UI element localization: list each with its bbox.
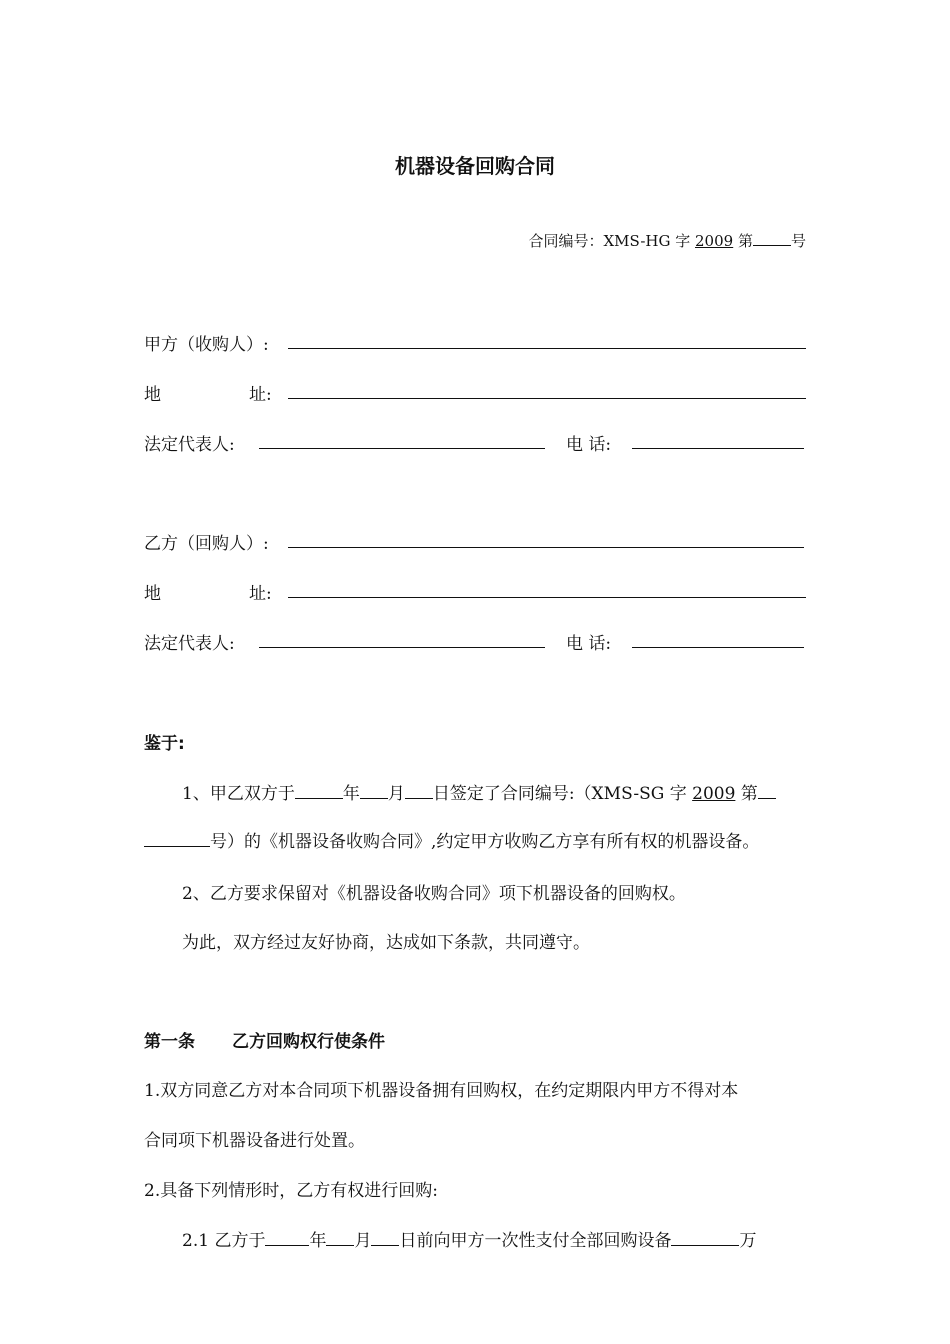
article-1-p2: 2.具备下列情形时，乙方有权进行回购: [144,1181,438,1201]
whereas-heading: 鉴于: [144,734,185,754]
article-1-p21-e: 万 [739,1231,757,1251]
party-a-phone-field[interactable] [632,448,804,449]
whereas-item-1-line-2-text: 号）的《机器设备收购合同》,约定甲方收购乙方享有所有权的机器设备。 [210,832,760,852]
article-1-p21-a: 2.1 乙方于 [182,1231,266,1251]
contract-number [528,230,806,251]
buyback-month-blank[interactable] [326,1231,354,1246]
party-b-name-label: 乙方（回购人）: [144,534,269,554]
buyback-amount-blank[interactable] [671,1231,739,1246]
party-a-rep-label: 法定代表人: [144,435,235,455]
whereas-item-2: 2、乙方要求保留对《机器设备收购合同》项下机器设备的回购权。 [182,884,686,904]
purchase-contract-no-blank-cont[interactable] [144,832,210,847]
article-1-p1-line-1: 1.双方同意乙方对本合同项下机器设备拥有回购权，在约定期限内甲方不得对本 [144,1081,739,1101]
whereas-item-1-a: 1、甲乙双方于 [182,784,295,804]
signing-year-blank[interactable] [295,784,343,799]
buyback-day-blank[interactable] [371,1231,399,1246]
party-b-phone-label: 电 话: [566,634,612,654]
whereas-item-1-c: 月 [387,784,405,804]
party-a-rep-field[interactable] [259,448,545,449]
document-title: 机器设备回购合同 [395,154,555,178]
whereas-item-1-year: 2009 [692,784,736,804]
party-a-name-label: 甲方（收购人）: [144,335,269,355]
whereas-item-1-d: 日签定了合同编号:（XMS-SG 字 [432,784,693,804]
party-a-address-field[interactable] [288,398,806,399]
signing-day-blank[interactable] [405,784,433,799]
article-1-p21-b: 年 [309,1231,327,1251]
party-a-name-field[interactable] [288,348,806,349]
party-b-rep-label: 法定代表人: [144,634,235,654]
contract-number-year: 2009 [695,232,734,250]
party-a-address-label-1: 地 [144,385,161,405]
contract-number-blank[interactable] [753,231,791,246]
article-1-p21-d: 日前向甲方一次性支付全部回购设备 [399,1231,672,1251]
buyback-year-blank[interactable] [265,1231,309,1246]
whereas-item-1-e: 第 [735,784,758,804]
party-b-rep-field[interactable] [259,647,545,648]
whereas-conclusion: 为此，双方经过友好协商，达成如下条款，共同遵守。 [182,933,590,953]
purchase-contract-no-blank[interactable] [758,784,776,799]
contract-number-suffix: 号 [790,232,806,250]
contract-number-prefix: 合同编号：XMS-HG 字 [528,232,696,250]
contract-number-mid: 第 [733,232,753,250]
party-b-phone-field[interactable] [632,647,804,648]
party-a-phone-label: 电 话: [566,435,612,455]
party-b-name-field[interactable] [288,547,804,548]
signing-month-blank[interactable] [360,784,388,799]
article-1-p21-c: 月 [354,1231,372,1251]
party-b-address-label-1: 地 [144,584,161,604]
whereas-item-1-b: 年 [342,784,360,804]
party-a-address-label-2: 址: [249,385,272,405]
article-1-number: 第一条 [144,1032,195,1052]
article-1-p1-line-2: 合同项下机器设备进行处置。 [144,1131,365,1151]
whereas-item-1-line-2 [144,827,759,852]
whereas-item-1 [182,779,776,804]
party-b-address-label-2: 址: [249,584,272,604]
article-1-p21 [182,1226,756,1251]
article-1-title: 乙方回购权行使条件 [232,1032,385,1052]
party-b-address-field[interactable] [288,597,806,598]
